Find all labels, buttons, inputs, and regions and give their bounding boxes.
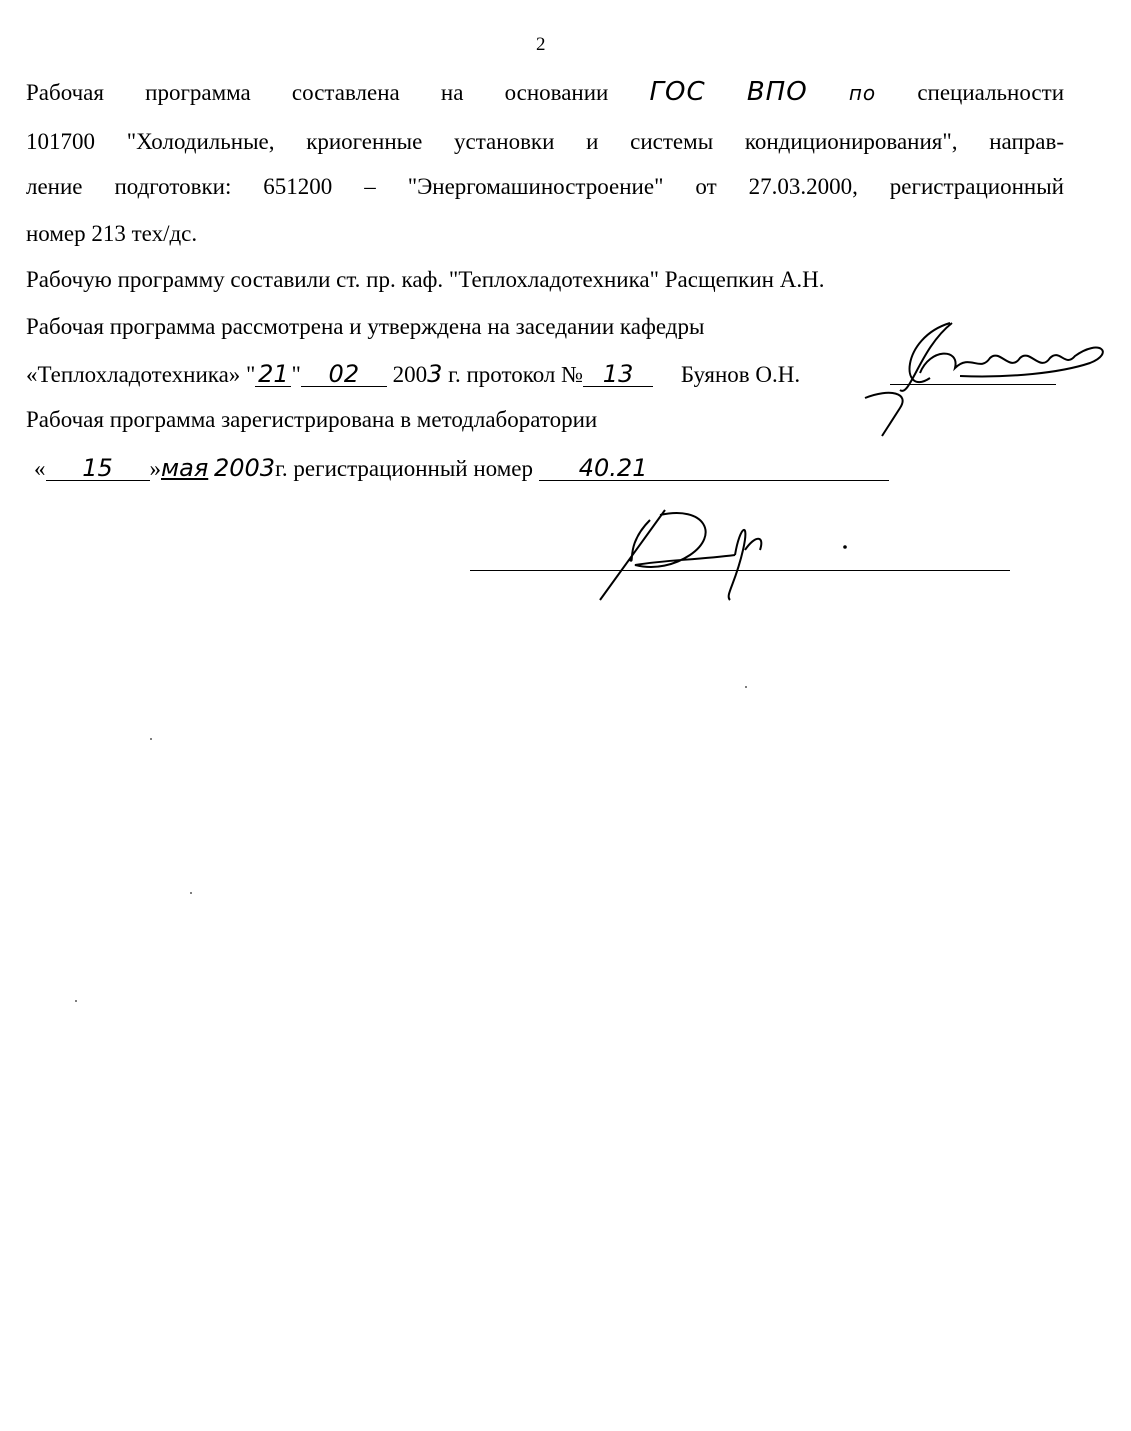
meeting-day: 21 (255, 362, 291, 387)
year-suffix: г. (275, 456, 288, 481)
direction-line: ление подготовки: 651200 – "Энергомашиностроение" от 27.03.2000, регистрационный (26, 174, 1064, 199)
buyanov-signature-icon (860, 318, 1110, 448)
registrar-signature-icon (595, 505, 855, 605)
registered-line: Рабочая программа зарегистрирована в методлаборатории (26, 407, 598, 432)
protocol-number: 13 (583, 362, 653, 387)
authors-line: Рабочую программу составили ст. пр. каф. "Теплохладотехника" Расщепкин А.Н. (26, 267, 825, 292)
approval-line: Рабочая программа рассмотрена и утверждена на заседании кафедры (26, 314, 705, 339)
handwritten-gos: ГОС (649, 77, 706, 107)
department-meeting-line (26, 360, 800, 389)
registration-month: мая (161, 454, 209, 482)
quote-mark: " (291, 362, 301, 387)
year-digit: 3 (427, 360, 443, 388)
signatory-name: Буянов О.Н. (680, 362, 801, 387)
reg-number-label: регистрационный номер (293, 456, 534, 481)
open-quote: « (34, 456, 46, 481)
specialty-line: 101700 "Холодильные, криогенные установки и системы кондиционирования", направ- (26, 129, 1064, 154)
department-name: «Теплохладотехника» " (26, 362, 256, 387)
basis-text: Рабочая программа составлена на основании (26, 80, 609, 105)
handwritten-vpo: ВПО (746, 77, 808, 107)
protocol-label: г. протокол № (448, 362, 584, 387)
registration-year: 2003 (214, 454, 276, 482)
handwritten-po: по (848, 81, 877, 105)
reg-number-value: 40.21 (539, 456, 889, 481)
page-number: 2 (536, 34, 546, 55)
registration-day: 15 (46, 456, 150, 481)
close-quote: » (149, 456, 161, 481)
basis-line (26, 78, 1064, 107)
specialty-word: специальности (917, 80, 1064, 105)
registration-number-line: номер 213 тех/дс. (26, 221, 198, 246)
year-prefix: 200 (392, 362, 428, 387)
registration-date-line (34, 454, 889, 483)
meeting-month: 02 (301, 362, 387, 387)
